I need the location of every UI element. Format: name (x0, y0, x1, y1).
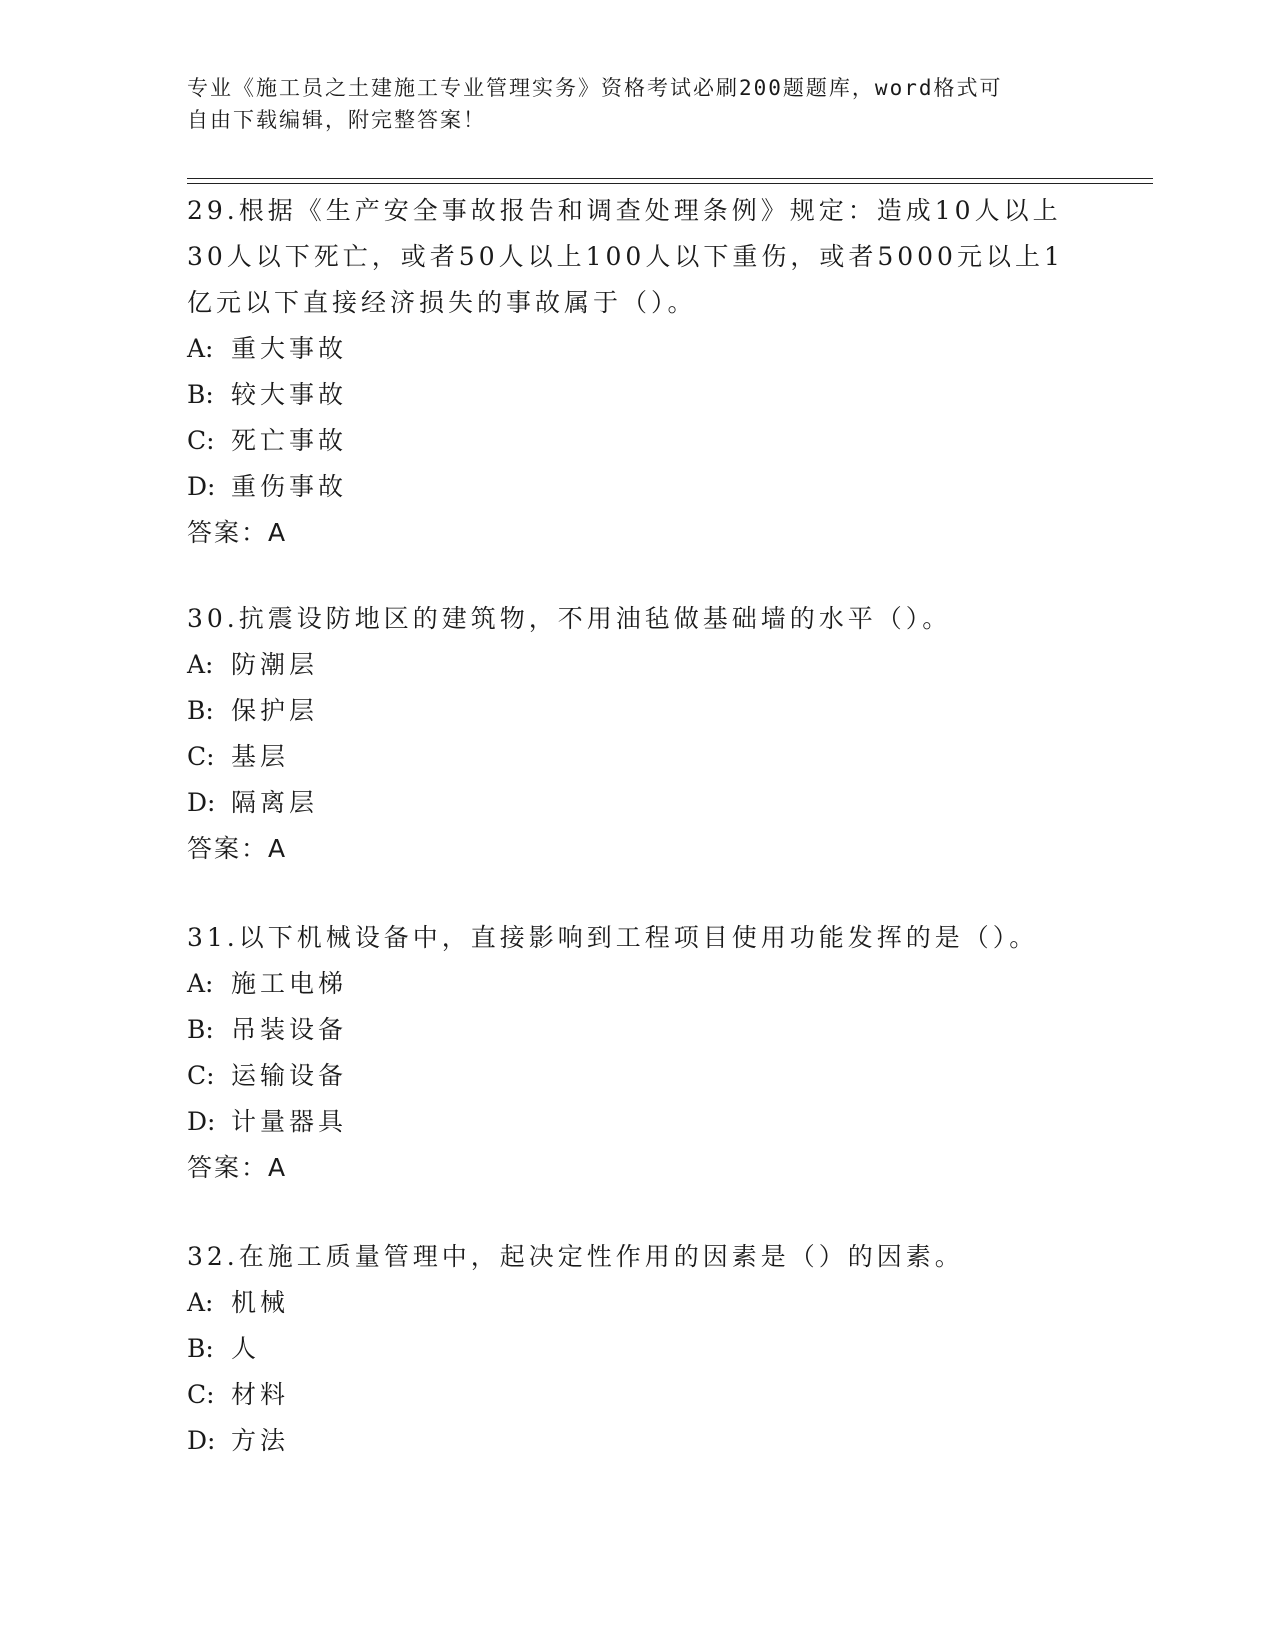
answer-line: 答案：A (187, 834, 288, 863)
option-text: 重大事故 (231, 334, 348, 363)
option-key: A: (187, 650, 214, 679)
option-text: 较大事故 (231, 380, 348, 409)
option-text: 重伤事故 (231, 472, 348, 501)
question-31 (187, 915, 1087, 1191)
question-30 (187, 596, 1087, 872)
option-text: 隔离层 (231, 788, 319, 817)
stem-line: 30人以下死亡，或者50人以上100人以下重伤，或者5000元以上1 (187, 242, 1064, 271)
option-key: D: (187, 1107, 216, 1136)
question-stem (187, 596, 1087, 642)
stem-line: 亿元以下直接经济损失的事故属于（）。 (187, 288, 697, 317)
question-stem (187, 188, 1087, 326)
option-a (187, 1280, 1087, 1326)
answer-line: 答案：A (187, 1153, 288, 1182)
header-line-1: 专业《施工员之土建施工专业管理实务》资格考试必刷200题题库，word格式可 (187, 76, 1003, 100)
option-key: C: (187, 1061, 215, 1090)
option-key: C: (187, 742, 215, 771)
option-text: 运输设备 (231, 1061, 348, 1090)
option-text: 材料 (231, 1380, 290, 1409)
stem-line: 29.根据《生产安全事故报告和调查处理条例》规定：造成10人以上 (187, 196, 1062, 225)
header-divider-bottom (187, 183, 1153, 184)
option-b (187, 1007, 1087, 1053)
option-key: A: (187, 969, 214, 998)
option-key: C: (187, 1380, 215, 1409)
option-c (187, 418, 1087, 464)
option-a (187, 326, 1087, 372)
option-key: D: (187, 788, 216, 817)
option-key: A: (187, 334, 214, 363)
option-b (187, 1326, 1087, 1372)
option-text: 基层 (231, 742, 290, 771)
option-key: B: (187, 1334, 214, 1363)
option-b (187, 372, 1087, 418)
answer-line: 答案：A (187, 518, 288, 547)
option-key: B: (187, 380, 214, 409)
question-stem (187, 915, 1087, 961)
stem-line: 30.抗震设防地区的建筑物，不用油毡做基础墙的水平（）。 (187, 604, 952, 633)
stem-line: 32.在施工质量管理中，起决定性作用的因素是（）的因素。 (187, 1242, 964, 1271)
option-text: 计量器具 (231, 1107, 348, 1136)
question-29 (187, 188, 1087, 556)
option-d (187, 464, 1087, 510)
stem-line: 31.以下机械设备中，直接影响到工程项目使用功能发挥的是（）。 (187, 923, 1039, 952)
option-key: B: (187, 1015, 214, 1044)
option-c (187, 1053, 1087, 1099)
option-key: C: (187, 426, 215, 455)
option-text: 吊装设备 (231, 1015, 348, 1044)
option-d (187, 780, 1087, 826)
option-d (187, 1099, 1087, 1145)
header-divider-top (187, 178, 1153, 179)
document-header (187, 72, 1067, 136)
question-32 (187, 1234, 1087, 1464)
option-key: B: (187, 696, 214, 725)
question-stem (187, 1234, 1087, 1280)
option-a (187, 961, 1087, 1007)
header-line-2: 自由下载编辑，附完整答案！ (187, 108, 486, 132)
option-key: D: (187, 472, 216, 501)
option-c (187, 1372, 1087, 1418)
option-text: 施工电梯 (231, 969, 348, 998)
option-text: 人 (231, 1334, 261, 1363)
option-a (187, 642, 1087, 688)
option-b (187, 688, 1087, 734)
option-d (187, 1418, 1087, 1464)
option-text: 保护层 (231, 696, 319, 725)
option-key: A: (187, 1288, 214, 1317)
option-text: 防潮层 (231, 650, 319, 679)
option-c (187, 734, 1087, 780)
option-text: 机械 (231, 1288, 290, 1317)
option-text: 方法 (231, 1426, 290, 1455)
option-text: 死亡事故 (231, 426, 348, 455)
option-key: D: (187, 1426, 216, 1455)
